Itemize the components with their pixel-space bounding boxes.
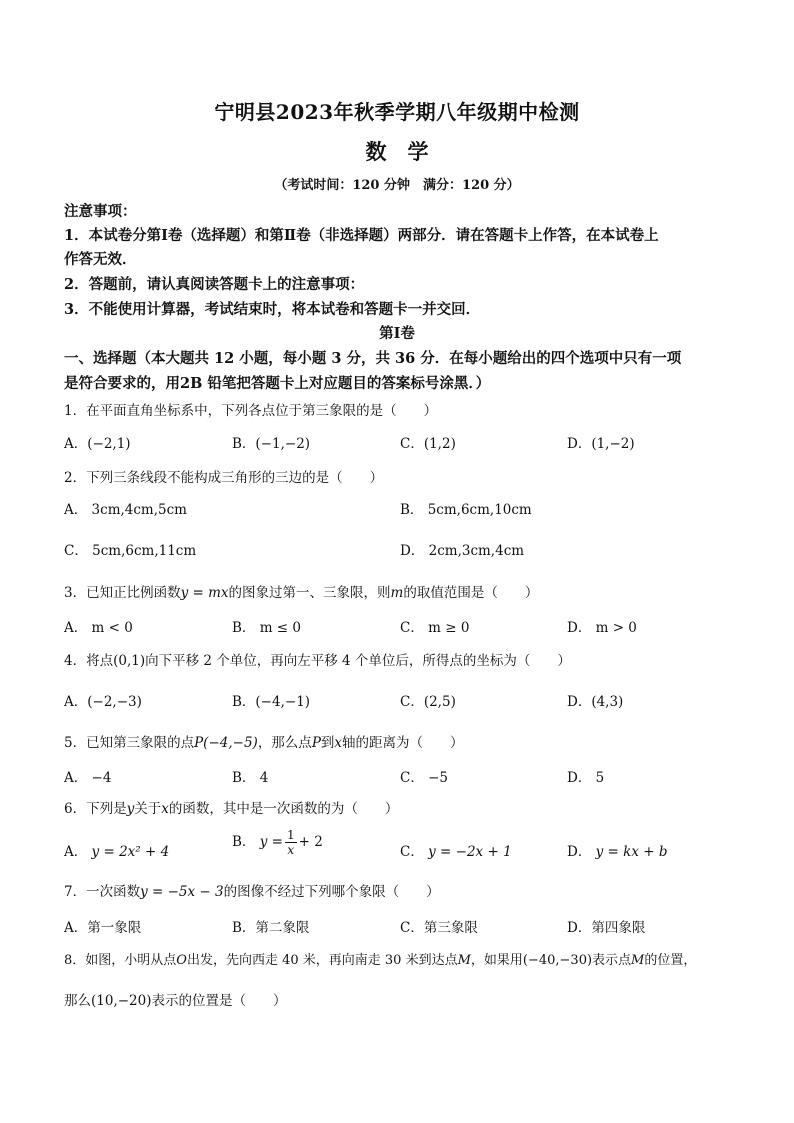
section-instructions: 一、选择题（本大题共 12 小题，每小题 3 分，共 36 分．在每小题给出的四个选项中只有一项 bbox=[64, 350, 682, 367]
section-instructions: 是符合要求的，用2B 铅笔把答题卡上对应题目的答案标号涂黑．） bbox=[64, 375, 491, 392]
exam-title: 宁明县2023年秋季学期八年级期中检测 bbox=[214, 100, 580, 124]
note-item: 3．不能使用计算器，考试结束时，将本试卷和答题卡一并交回． bbox=[64, 301, 481, 318]
question-8-stem: 8．如图，小明从点O出发，先向西走 40 米，再向南走 30 米到达点M，如果用(−40,−30)表示点M的位置， bbox=[64, 953, 697, 968]
math-expression: P(−4,−5) bbox=[194, 735, 258, 751]
question-5-stem: 5．已知第三象限的点P(−4,−5)，那么点P到x轴的距离为（ ） bbox=[64, 735, 464, 751]
math-variable: y bbox=[126, 801, 135, 817]
question-1-option-d: D．(1,−2) bbox=[567, 436, 635, 452]
question-3-option-d: D． m > 0 bbox=[567, 620, 637, 636]
question-7-option-c: C．第三象限 bbox=[400, 920, 478, 936]
question-2-option-d: D． 2cm,3cm,4cm bbox=[400, 543, 525, 559]
exam-info: （考试时间：120 分钟 满分：120 分） bbox=[274, 178, 520, 193]
question-7-option-b: B．第二象限 bbox=[232, 920, 310, 936]
question-4-stem: 4．将点(0,1)向下平移 2 个单位，再向左平移 4 个单位后，所得点的坐标为（ ） bbox=[64, 653, 571, 669]
question-8-stem-line2: 那么(10,−20)表示的位置是（ ） bbox=[64, 993, 287, 1009]
question-6-stem: 6．下列是y关于x的函数，其中是一次函数的为（ ） bbox=[64, 801, 399, 817]
question-7-option-a: A．第一象限 bbox=[64, 920, 142, 936]
math-variable: O bbox=[176, 953, 187, 968]
question-2-stem: 2．下列三条线段不能构成三角形的三边的是（ ） bbox=[64, 470, 384, 486]
math-expression: y = 2x² + 4 bbox=[91, 844, 170, 860]
question-2-option-c: C． 5cm,6cm,11cm bbox=[64, 543, 197, 559]
question-7-option-d: D．第四象限 bbox=[567, 920, 646, 936]
question-4-option-b: B．(−4,−1) bbox=[232, 694, 311, 710]
math-expression: y = mx bbox=[180, 585, 229, 601]
question-1-option-a: A．(−2,1) bbox=[64, 436, 131, 452]
question-3-option-b: B． m ≤ 0 bbox=[232, 620, 301, 636]
fraction: $\frac{1}{x}$ bbox=[286, 828, 295, 857]
notes-heading: 注意事项： bbox=[64, 203, 137, 220]
question-5-option-b: B． 4 bbox=[232, 770, 269, 786]
note-item: 1．本试卷分第Ⅰ卷（选择题）和第Ⅱ卷（非选择题）两部分．请在答题卡上作答，在本试卷上 bbox=[64, 227, 659, 244]
math-variable: P bbox=[311, 735, 321, 751]
question-3-option-c: C． m ≥ 0 bbox=[400, 620, 470, 636]
math-variable: M bbox=[457, 953, 471, 968]
subject-title: 数 学 bbox=[365, 139, 429, 164]
question-2-option-a: A． 3cm,4cm,5cm bbox=[64, 502, 187, 518]
question-1-stem: 1．在平面直角坐标系中，下列各点位于第三象限的是（ ） bbox=[64, 403, 438, 419]
question-5-option-d: D． 5 bbox=[567, 770, 605, 786]
question-5-option-a: A． −4 bbox=[64, 770, 112, 786]
note-item: 2．答题前，请认真阅读答题卡上的注意事项： bbox=[64, 276, 365, 293]
question-6-option-a: A． y = 2x² + 4 bbox=[64, 844, 170, 860]
note-item: 作答无效． bbox=[64, 251, 137, 268]
question-4-option-c: C．(2,5) bbox=[400, 694, 456, 710]
math-expression: y = −2x + 1 bbox=[428, 844, 512, 860]
math-variable: M bbox=[631, 953, 645, 968]
question-6-option-b: B． y = $\frac{1}{x}$ + 2 bbox=[232, 828, 323, 857]
math-expression: y = bbox=[259, 834, 283, 850]
question-4-option-a: A．(−2,−3) bbox=[64, 694, 142, 710]
math-expression: y = kx + b bbox=[595, 844, 668, 860]
math-variable: x bbox=[334, 735, 343, 751]
volume-label: 第Ⅰ卷 bbox=[379, 325, 415, 342]
question-7-stem: 7．一次函数y = −5x − 3的图像不经过下列哪个象限（ ） bbox=[64, 884, 440, 900]
question-5-option-c: C． −5 bbox=[400, 770, 449, 786]
question-3-stem: 3．已知正比例函数y = mx的图象过第一、三象限，则m的取值范围是（ ） bbox=[64, 585, 539, 601]
math-variable: x bbox=[161, 801, 169, 817]
question-2-option-b: B． 5cm,6cm,10cm bbox=[400, 502, 532, 518]
question-6-option-d: D． y = kx + b bbox=[567, 844, 668, 860]
question-3-option-a: A． m < 0 bbox=[64, 620, 133, 636]
question-6-option-c: C． y = −2x + 1 bbox=[400, 844, 512, 860]
math-variable: m bbox=[390, 585, 404, 601]
question-1-option-b: B．(−1,−2) bbox=[232, 436, 311, 452]
question-4-option-d: D．(4,3) bbox=[567, 694, 624, 710]
math-expression: y = −5x − 3 bbox=[140, 884, 224, 900]
question-1-option-c: C．(1,2) bbox=[400, 436, 456, 452]
